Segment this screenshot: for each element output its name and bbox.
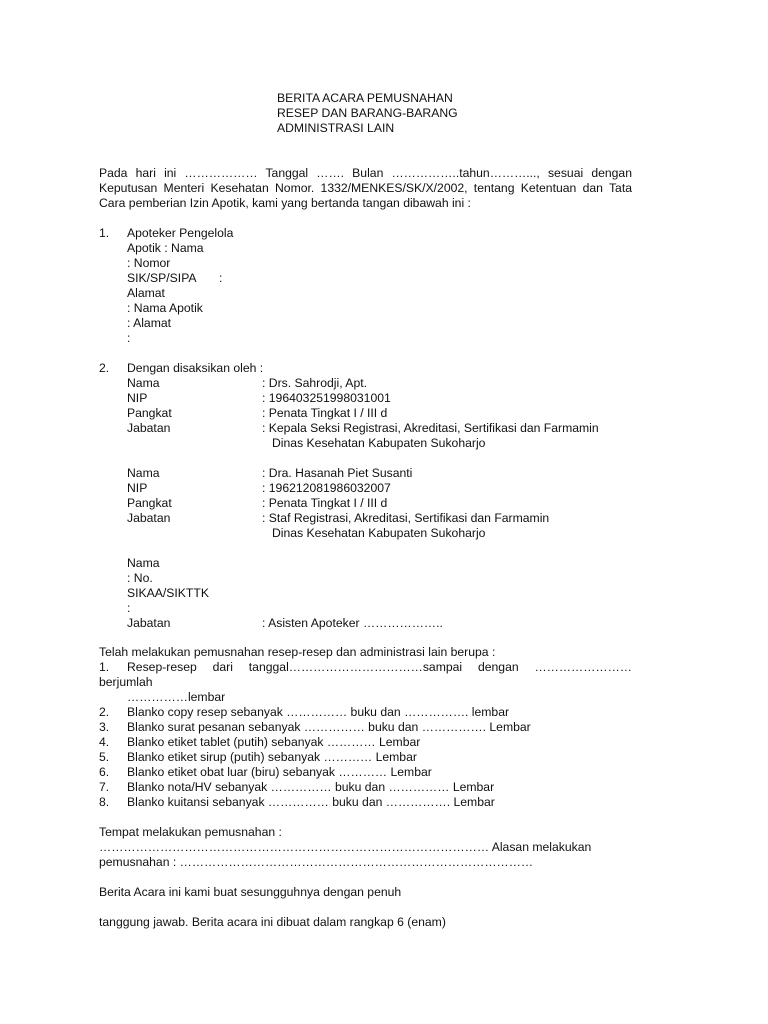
list-item-text: Blanko etiket obat luar (biru) sebanyak ………… Lembar xyxy=(127,765,432,779)
place-line-1: …………………………………………………………………………………… Alasan melakukan xyxy=(99,840,592,854)
place-label: Tempat melakukan pemusnahan : xyxy=(99,825,282,839)
witness-2-nama-value: : Dra. Hasanah Piet Susanti xyxy=(262,466,413,480)
witness-3-line-2: : No. xyxy=(127,571,153,585)
section-1-line-2: Apotik : Nama xyxy=(127,241,204,255)
section-1-number: 1. xyxy=(99,226,110,240)
title-line-3: ADMINISTRASI LAIN xyxy=(277,121,395,135)
list-item-number: 7. xyxy=(99,780,110,794)
intro-line-1: Pada hari ini ……………… Tanggal ……. Bulan ……………..tahun………..., sesuai dengan xyxy=(99,166,632,180)
list-item-number: 1. xyxy=(99,660,110,674)
witness-2-pangkat-value: : Penata Tingkat I / III d xyxy=(262,496,388,510)
witness-1-jabatan-value-2: Dinas Kesehatan Kabupaten Sukoharjo xyxy=(272,436,486,450)
witness-2-nama-label: Nama xyxy=(127,466,160,480)
witness-2-nip-label: NIP xyxy=(127,481,148,495)
witness-1-pangkat-value: : Penata Tingkat I / III d xyxy=(262,406,388,420)
witness-1-nip-label: NIP xyxy=(127,391,148,405)
list-item-text: Blanko copy resep sebanyak …………… buku dan ……………. lembar xyxy=(127,705,510,719)
list-item-text: Blanko surat pesanan sebanyak …………… buku dan ……………. Lembar xyxy=(127,720,531,734)
witness-2-jabatan-label: Jabatan xyxy=(127,511,171,525)
witness-1-nip-value: : 196403251998031001 xyxy=(262,391,391,405)
list-item-text: Blanko nota/HV sebanyak …………… buku dan …………… Lembar xyxy=(127,780,495,794)
witness-2-jabatan-value: : Staf Registrasi, Akreditasi, Sertifikasi dan Farmamin xyxy=(262,511,550,525)
section-2-intro: Dengan disaksikan oleh : xyxy=(127,361,264,375)
witness-3-jabatan-value: : Asisten Apoteker ……………….. xyxy=(262,616,443,630)
witness-1-nama-value: : Drs. Sahrodji, Apt. xyxy=(262,376,367,390)
list-item-text: Blanko etiket sirup (putih) sebanyak ………… Lembar xyxy=(127,750,417,764)
witness-3-line-1: Nama xyxy=(127,556,160,570)
witness-3-line-4: : xyxy=(127,601,131,615)
witness-1-jabatan-value: : Kepala Seksi Registrasi, Akreditasi, Sertifikasi dan Farmamin xyxy=(262,421,599,435)
witness-3-line-3: SIKAA/SIKTTK xyxy=(127,586,209,600)
intro-line-3: Cara pemberian Izin Apotik, kami yang bertanda tangan dibawah ini : xyxy=(99,196,471,210)
witness-1-pangkat-label: Pangkat xyxy=(127,406,172,420)
list-item-number: 3. xyxy=(99,720,110,734)
list-item-number: 8. xyxy=(99,795,110,809)
witness-2-jabatan-value-2: Dinas Kesehatan Kabupaten Sukoharjo xyxy=(272,526,486,540)
closing-line-1: Berita Acara ini kami buat sesungguhnya dengan penuh xyxy=(99,885,402,899)
section-1-line-7: : Alamat xyxy=(127,316,172,330)
section-1-line-6: : Nama Apotik xyxy=(127,301,203,315)
section-1-line-3: : Nomor xyxy=(127,256,171,270)
title-line-2: RESEP DAN BARANG-BARANG xyxy=(277,106,458,120)
list-item-text: Blanko etiket tablet (putih) sebanyak ………… Lembar xyxy=(127,735,421,749)
list-item-number: 2. xyxy=(99,705,110,719)
witness-1-nama-label: Nama xyxy=(127,376,160,390)
destruction-intro: Telah melakukan pemusnahan resep-resep dan administrasi lain berupa : xyxy=(99,645,496,659)
section-1-line-4-colon: : xyxy=(219,271,223,285)
list-item-text: Resep-resep dari tanggal……………………………sampai dengan …………………… xyxy=(127,660,632,674)
closing-line-2: tanggung jawab. Berita acara ini dibuat dalam rangkap 6 (enam) xyxy=(99,915,446,929)
intro-line-2: Keputusan Menteri Kesehatan Nomor. 1332/MENKES/SK/X/2002, tentang Ketentuan dan Tata xyxy=(99,181,632,195)
section-2-number: 2. xyxy=(99,361,110,375)
section-1-line-8: : xyxy=(127,331,131,345)
place-line-2: pemusnahan : …………………………………………………………………………… xyxy=(99,855,534,869)
section-1-line-5: Alamat xyxy=(127,286,165,300)
witness-2-pangkat-label: Pangkat xyxy=(127,496,172,510)
list-item-number: 4. xyxy=(99,735,110,749)
witness-3-jabatan-label: Jabatan xyxy=(127,616,171,630)
list-item-text: Blanko kuitansi sebanyak …………… buku dan ……………. Lembar xyxy=(127,795,495,809)
list-item-number: 6. xyxy=(99,765,110,779)
list-item-continuation: ……………lembar xyxy=(127,690,226,704)
section-1-line-4: SIK/SP/SIPA xyxy=(127,271,197,285)
list-item-continuation: berjumlah xyxy=(99,675,153,689)
section-1-line-1: Apoteker Pengelola xyxy=(127,226,234,240)
witness-2-nip-value: : 196212081986032007 xyxy=(262,481,391,495)
title-line-1: BERITA ACARA PEMUSNAHAN xyxy=(277,91,453,105)
list-item-number: 5. xyxy=(99,750,110,764)
witness-1-jabatan-label: Jabatan xyxy=(127,421,171,435)
